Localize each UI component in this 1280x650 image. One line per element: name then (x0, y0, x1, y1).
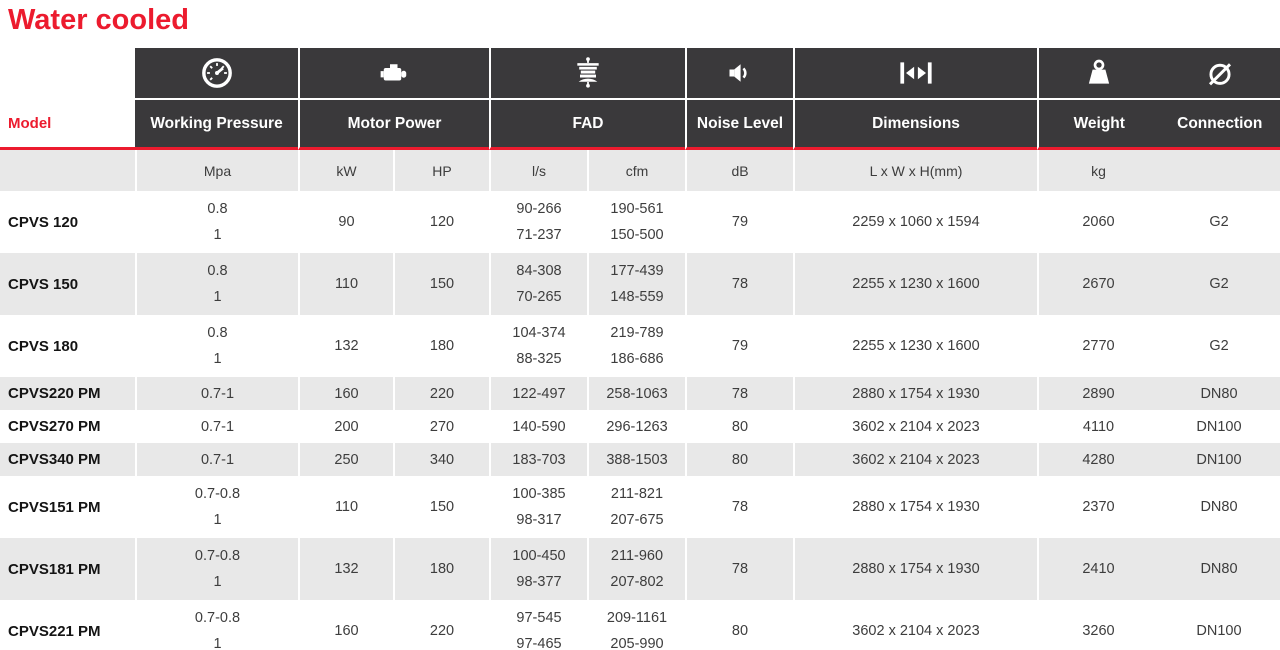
fad-icon-cell (489, 48, 685, 100)
connection-unit (1158, 150, 1280, 191)
dimensions-cell: 3602 x 2104 x 2023 (793, 600, 1037, 650)
dimensions-cell: 2880 x 1754 x 1930 (793, 377, 1037, 410)
pressure-cell (135, 377, 298, 410)
model-cell: CPVS270 PM (8, 418, 101, 435)
dimensions-cell: 2880 x 1754 x 1930 (793, 476, 1037, 538)
model-unit-cell (0, 150, 135, 191)
kw-cell: 132 (298, 538, 393, 600)
hp-cell: 120 (393, 191, 489, 253)
fad-ls-cell-line: 98-377 (516, 574, 562, 590)
fad-ls-cell-line: 70-265 (516, 289, 562, 305)
pressure-cell-line: 1 (213, 574, 222, 590)
dimensions-cell: 2880 x 1754 x 1930 (793, 538, 1037, 600)
fad-cfm-cell (587, 377, 685, 410)
weight-cell: 2410 (1037, 538, 1158, 600)
fad-cfm-cell-line: 186-686 (610, 351, 664, 367)
connection-cell: DN100 (1196, 451, 1242, 468)
table-row (0, 476, 1280, 538)
pressure-cell-line: 0.8 (207, 201, 228, 217)
fad-ls-cell (489, 253, 587, 315)
weight-unit: kg (1037, 150, 1158, 191)
table-row (0, 253, 1280, 315)
model-cell: CPVS151 PM (8, 498, 101, 516)
pressure-cell-line: 0.7-1 (200, 451, 235, 468)
model-cell: CPVS 180 (8, 337, 79, 355)
kw-cell: 250 (298, 443, 393, 476)
fad-cfm-cell-line: 207-675 (610, 512, 664, 528)
connection-cell: G2 (1209, 276, 1229, 292)
noise-cell: 79 (685, 315, 793, 377)
weight-cell: 2060 (1037, 191, 1158, 253)
weight-connection-header (1037, 100, 1280, 150)
pressure-cell-line: 1 (213, 351, 222, 367)
hp-cell: 340 (393, 443, 489, 476)
weight-cell: 4280 (1037, 443, 1158, 476)
pressure-cell-line: 1 (213, 227, 222, 243)
pressure-cell (135, 538, 298, 600)
dimensions-cell: 2255 x 1230 x 1600 (793, 253, 1037, 315)
cfm-unit: cfm (587, 150, 685, 191)
pressure-cell-line: 1 (213, 512, 222, 528)
hp-cell: 180 (393, 538, 489, 600)
model-cell: CPVS 120 (8, 213, 79, 231)
connection-cell: G2 (1209, 338, 1229, 354)
ls-unit: l/s (489, 150, 587, 191)
motor-power-header: Motor Power (298, 100, 489, 150)
fad-cfm-cell-line: 388-1503 (606, 451, 668, 468)
hp-cell: 220 (393, 377, 489, 410)
fad-ls-cell-line: 71-237 (516, 227, 562, 243)
pressure-cell (135, 315, 298, 377)
diameter-icon (1204, 57, 1236, 89)
kw-cell: 132 (298, 315, 393, 377)
pressure-cell-line: 1 (213, 636, 222, 650)
pressure-cell (135, 600, 298, 650)
dimensions-cell: 2255 x 1230 x 1600 (793, 315, 1037, 377)
icon-header-row (0, 48, 1280, 100)
fad-ls-cell-line: 90-266 (516, 201, 562, 217)
dimensions-cell: 3602 x 2104 x 2023 (793, 443, 1037, 476)
fad-ls-cell-line: 104-374 (512, 325, 566, 341)
kw-cell: 160 (298, 600, 393, 650)
weight-cell: 2770 (1037, 315, 1158, 377)
table-row (0, 538, 1280, 600)
pressure-cell (135, 476, 298, 538)
table-row (0, 443, 1280, 476)
table-row (0, 600, 1280, 650)
fad-cfm-cell-line: 207-802 (610, 574, 664, 590)
fad-ls-cell (489, 410, 587, 443)
fad-ls-cell (489, 600, 587, 650)
pressure-cell (135, 443, 298, 476)
kw-unit: kW (298, 150, 393, 191)
fad-cfm-cell (587, 600, 685, 650)
pressure-unit: Mpa (135, 150, 298, 191)
weight-cell: 2370 (1037, 476, 1158, 538)
fad-cfm-cell (587, 410, 685, 443)
pressure-cell-line: 0.7-1 (200, 385, 235, 402)
fad-cfm-cell-line: 148-559 (610, 289, 664, 305)
noise-cell: 80 (685, 443, 793, 476)
air-filter-icon (572, 56, 604, 90)
hp-cell: 180 (393, 315, 489, 377)
dimensions-icon-cell (793, 48, 1037, 100)
pressure-cell (135, 253, 298, 315)
table-row (0, 410, 1280, 443)
fad-ls-cell-line: 84-308 (516, 263, 562, 279)
hp-cell: 150 (393, 253, 489, 315)
fad-ls-cell-line: 97-545 (516, 610, 562, 626)
working-pressure-header: Working Pressure (135, 100, 298, 150)
fad-cfm-cell-line: 190-561 (610, 201, 664, 217)
kw-cell: 90 (298, 191, 393, 253)
motor-power-icon-cell (298, 48, 489, 100)
connection-cell: DN100 (1196, 623, 1242, 639)
label-header-row (0, 100, 1280, 150)
table-row (0, 315, 1280, 377)
connection-cell: G2 (1209, 214, 1229, 230)
hp-cell: 270 (393, 410, 489, 443)
model-cell: CPVS221 PM (8, 622, 101, 640)
fad-cfm-cell-line: 209-1161 (606, 610, 668, 626)
hp-cell: 220 (393, 600, 489, 650)
spec-table-body (0, 191, 1280, 650)
model-cell: CPVS 150 (8, 275, 79, 293)
fad-cfm-cell-line: 258-1063 (606, 385, 668, 402)
noise-cell: 80 (685, 410, 793, 443)
model-cell: CPVS340 PM (8, 451, 101, 468)
noise-cell: 79 (685, 191, 793, 253)
gauge-icon (200, 56, 234, 90)
noise-level-icon-cell (685, 48, 793, 100)
connection-header: Connection (1177, 114, 1263, 132)
weight-header: Weight (1073, 114, 1125, 132)
hp-unit: HP (393, 150, 489, 191)
fad-ls-cell-line: 98-317 (516, 512, 562, 528)
fad-cfm-cell (587, 253, 685, 315)
pressure-cell-line: 0.7-0.8 (194, 548, 241, 564)
kw-cell: 110 (298, 253, 393, 315)
fad-cfm-cell-line: 296-1263 (606, 418, 668, 435)
fad-ls-cell (489, 191, 587, 253)
db-unit: dB (685, 150, 793, 191)
fad-ls-cell-line: 97-465 (516, 636, 562, 650)
fad-ls-cell (489, 538, 587, 600)
pressure-cell-line: 0.8 (207, 325, 228, 341)
noise-cell: 78 (685, 476, 793, 538)
fad-header: FAD (489, 100, 685, 150)
weight-icon (1083, 57, 1115, 89)
fad-ls-cell (489, 476, 587, 538)
weight-connection-icon-cell (1037, 48, 1280, 100)
pressure-cell (135, 410, 298, 443)
pressure-cell-line: 0.7-1 (200, 418, 235, 435)
weight-cell: 2670 (1037, 253, 1158, 315)
units-row (0, 150, 1280, 191)
model-cell: CPVS181 PM (8, 560, 101, 578)
connection-cell: DN80 (1200, 561, 1238, 577)
dimensions-cell: 2259 x 1060 x 1594 (793, 191, 1037, 253)
motor-icon (378, 58, 412, 88)
fad-cfm-cell-line: 219-789 (610, 325, 664, 341)
model-cell: CPVS220 PM (8, 385, 101, 402)
hp-cell: 150 (393, 476, 489, 538)
fad-ls-cell-line: 122-497 (512, 385, 566, 402)
fad-ls-cell (489, 377, 587, 410)
fad-cfm-cell-line: 150-500 (610, 227, 664, 243)
dimensions-header: Dimensions (793, 100, 1037, 150)
noise-cell: 80 (685, 600, 793, 650)
pressure-cell (135, 191, 298, 253)
weight-icon-wrap (1039, 57, 1160, 89)
noise-level-header: Noise Level (685, 100, 793, 150)
fad-cfm-cell (587, 315, 685, 377)
fad-ls-cell-line: 100-450 (512, 548, 566, 564)
weight-cell: 2890 (1037, 377, 1158, 410)
noise-cell: 78 (685, 253, 793, 315)
dimensions-unit: L x W x H(mm) (793, 150, 1037, 191)
connection-cell: DN100 (1196, 418, 1242, 435)
noise-cell: 78 (685, 377, 793, 410)
kw-cell: 200 (298, 410, 393, 443)
pressure-cell-line: 0.8 (207, 263, 228, 279)
fad-cfm-cell (587, 538, 685, 600)
fad-ls-cell-line: 140-590 (512, 418, 566, 435)
width-arrows-icon (896, 58, 936, 88)
fad-cfm-cell-line: 177-439 (610, 263, 664, 279)
fad-ls-cell (489, 443, 587, 476)
fad-cfm-cell-line: 211-960 (610, 548, 664, 564)
pressure-cell-line: 1 (213, 289, 222, 305)
kw-cell: 110 (298, 476, 393, 538)
dimensions-cell: 3602 x 2104 x 2023 (793, 410, 1037, 443)
connection-cell: DN80 (1200, 385, 1238, 402)
fad-cfm-cell (587, 443, 685, 476)
model-icon-spacer (0, 48, 135, 100)
diameter-icon-wrap (1160, 57, 1280, 89)
fad-ls-cell-line: 100-385 (512, 486, 566, 502)
page-title: Water cooled (8, 4, 190, 36)
weight-cell: 4110 (1037, 410, 1158, 443)
table-row (0, 191, 1280, 253)
fad-cfm-cell (587, 476, 685, 538)
noise-cell: 78 (685, 538, 793, 600)
table-row (0, 377, 1280, 410)
fad-ls-cell-line: 183-703 (512, 451, 566, 468)
pressure-cell-line: 0.7-0.8 (194, 610, 241, 626)
pressure-cell-line: 0.7-0.8 (194, 486, 241, 502)
connection-cell: DN80 (1200, 499, 1238, 515)
kw-cell: 160 (298, 377, 393, 410)
speaker-icon (725, 59, 755, 87)
weight-cell: 3260 (1037, 600, 1158, 650)
spec-table (0, 48, 1280, 650)
model-header: Model (0, 100, 135, 150)
fad-cfm-cell-line: 205-990 (610, 636, 664, 650)
fad-cfm-cell (587, 191, 685, 253)
fad-cfm-cell-line: 211-821 (610, 486, 664, 502)
working-pressure-icon-cell (135, 48, 298, 100)
fad-ls-cell (489, 315, 587, 377)
fad-ls-cell-line: 88-325 (516, 351, 562, 367)
